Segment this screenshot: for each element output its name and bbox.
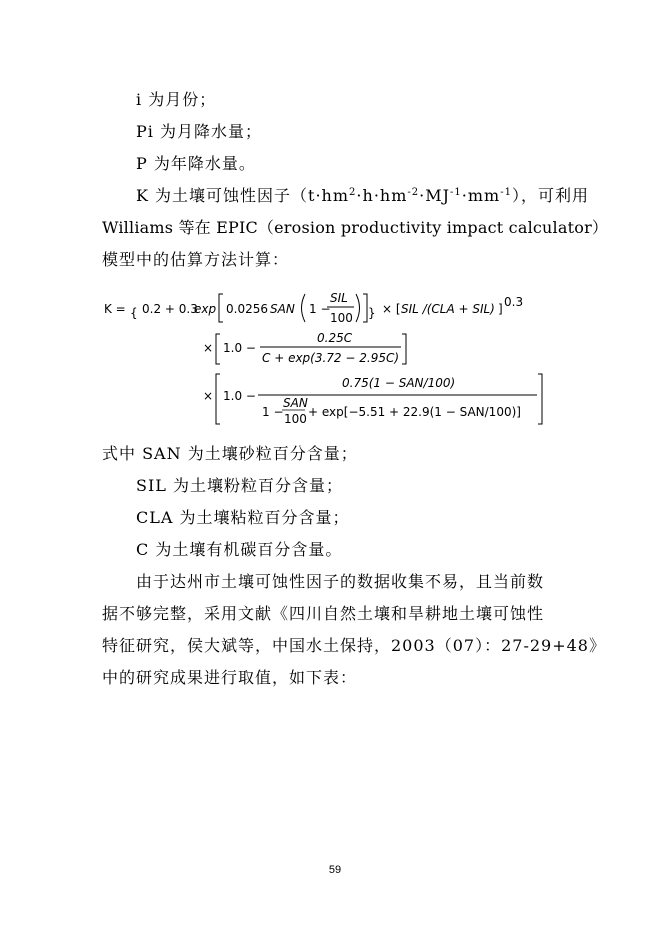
formula-text: 1.0 −	[223, 389, 256, 403]
paren-close	[356, 294, 360, 322]
bracket-close	[363, 294, 367, 322]
formula-text: 1 −	[309, 302, 331, 316]
text-line: i 为月份；	[136, 90, 217, 109]
unit-tail: ），可利用	[511, 186, 589, 205]
k-formula	[100, 282, 570, 432]
fraction-denominator: 100	[330, 311, 353, 325]
text-line: 由于达州市土壤可蚀性因子的数据收集不易，且当前数	[136, 572, 545, 591]
superscript: 2	[349, 187, 357, 198]
text-line: Williams 等在 EPIC（erosion productivity impact calculator）	[102, 218, 609, 237]
text-line: 特征研究，侯大斌等，中国水土保持，2003（07）：27-29+48》	[102, 636, 606, 655]
superscript: -2	[407, 187, 420, 198]
bracket-close	[538, 374, 542, 424]
text-line: 式中 SAN 为土壤砂粒百分含量；	[102, 444, 358, 463]
text-line: 据不够完整，采用文献《四川自然土壤和旱耕地土壤可蚀性	[102, 604, 545, 623]
formula-text: exp	[194, 302, 217, 316]
bracket-open	[219, 294, 223, 322]
formula-k-label: K =	[104, 302, 126, 316]
formula-text: × [	[382, 302, 401, 316]
text-line: Pi 为月降水量；	[136, 122, 262, 141]
formula-text: SIL /(CLA + SIL)	[401, 302, 495, 316]
brace-open: {	[130, 306, 138, 320]
superscript: -1	[500, 187, 512, 198]
bracket-open	[216, 374, 220, 424]
text-line: C 为土壤有机碳百分含量。	[136, 540, 343, 559]
formula-graphic	[100, 282, 570, 432]
formula-text: 1.0 −	[223, 341, 256, 355]
formula-text: + exp[−5.51 + 22.9(1 − SAN/100)]	[308, 405, 521, 419]
superscript: -1	[450, 187, 462, 198]
brace-close: }	[368, 306, 376, 320]
fraction-denominator: 1 −	[262, 405, 284, 419]
k-definition-text: K 为土壤可蚀性因子（t·hm	[136, 186, 350, 205]
nested-numerator: SAN	[283, 396, 308, 410]
text-line: SIL 为土壤粉粒百分含量；	[136, 476, 343, 495]
text-line: P 为年降水量。	[136, 154, 256, 173]
unit-part: ·MJ	[419, 186, 451, 205]
formula-exponent: 0.3	[504, 295, 524, 309]
bracket-close	[402, 334, 406, 364]
formula-text: ×	[203, 389, 214, 403]
bracket-open	[216, 334, 220, 364]
formula-text: 0.2 + 0.3	[142, 302, 198, 316]
formula-text: 0.0256	[226, 302, 268, 316]
text-line: CLA 为土壤粘粒百分含量；	[136, 508, 350, 527]
unit-part: ·h·hm	[356, 186, 408, 205]
fraction-numerator: 0.25C	[317, 331, 353, 345]
paren-open	[302, 294, 306, 322]
formula-text: SAN	[270, 302, 295, 316]
text-line: 模型中的估算方法计算：	[102, 250, 290, 269]
k-definition-line	[136, 186, 589, 206]
fraction-numerator: 0.75(1 − SAN/100)	[342, 376, 456, 390]
unit-part: ·mm	[461, 186, 501, 205]
nested-denominator: 100	[284, 412, 307, 426]
text-line: 中的研究成果进行取值，如下表：	[102, 668, 358, 687]
fraction-numerator: SIL	[330, 291, 348, 305]
page-number: 59	[328, 864, 342, 876]
fraction-denominator: C + exp(3.72 − 2.95C)	[262, 351, 400, 365]
formula-text: ]	[498, 302, 503, 316]
formula-text: ×	[203, 341, 214, 355]
